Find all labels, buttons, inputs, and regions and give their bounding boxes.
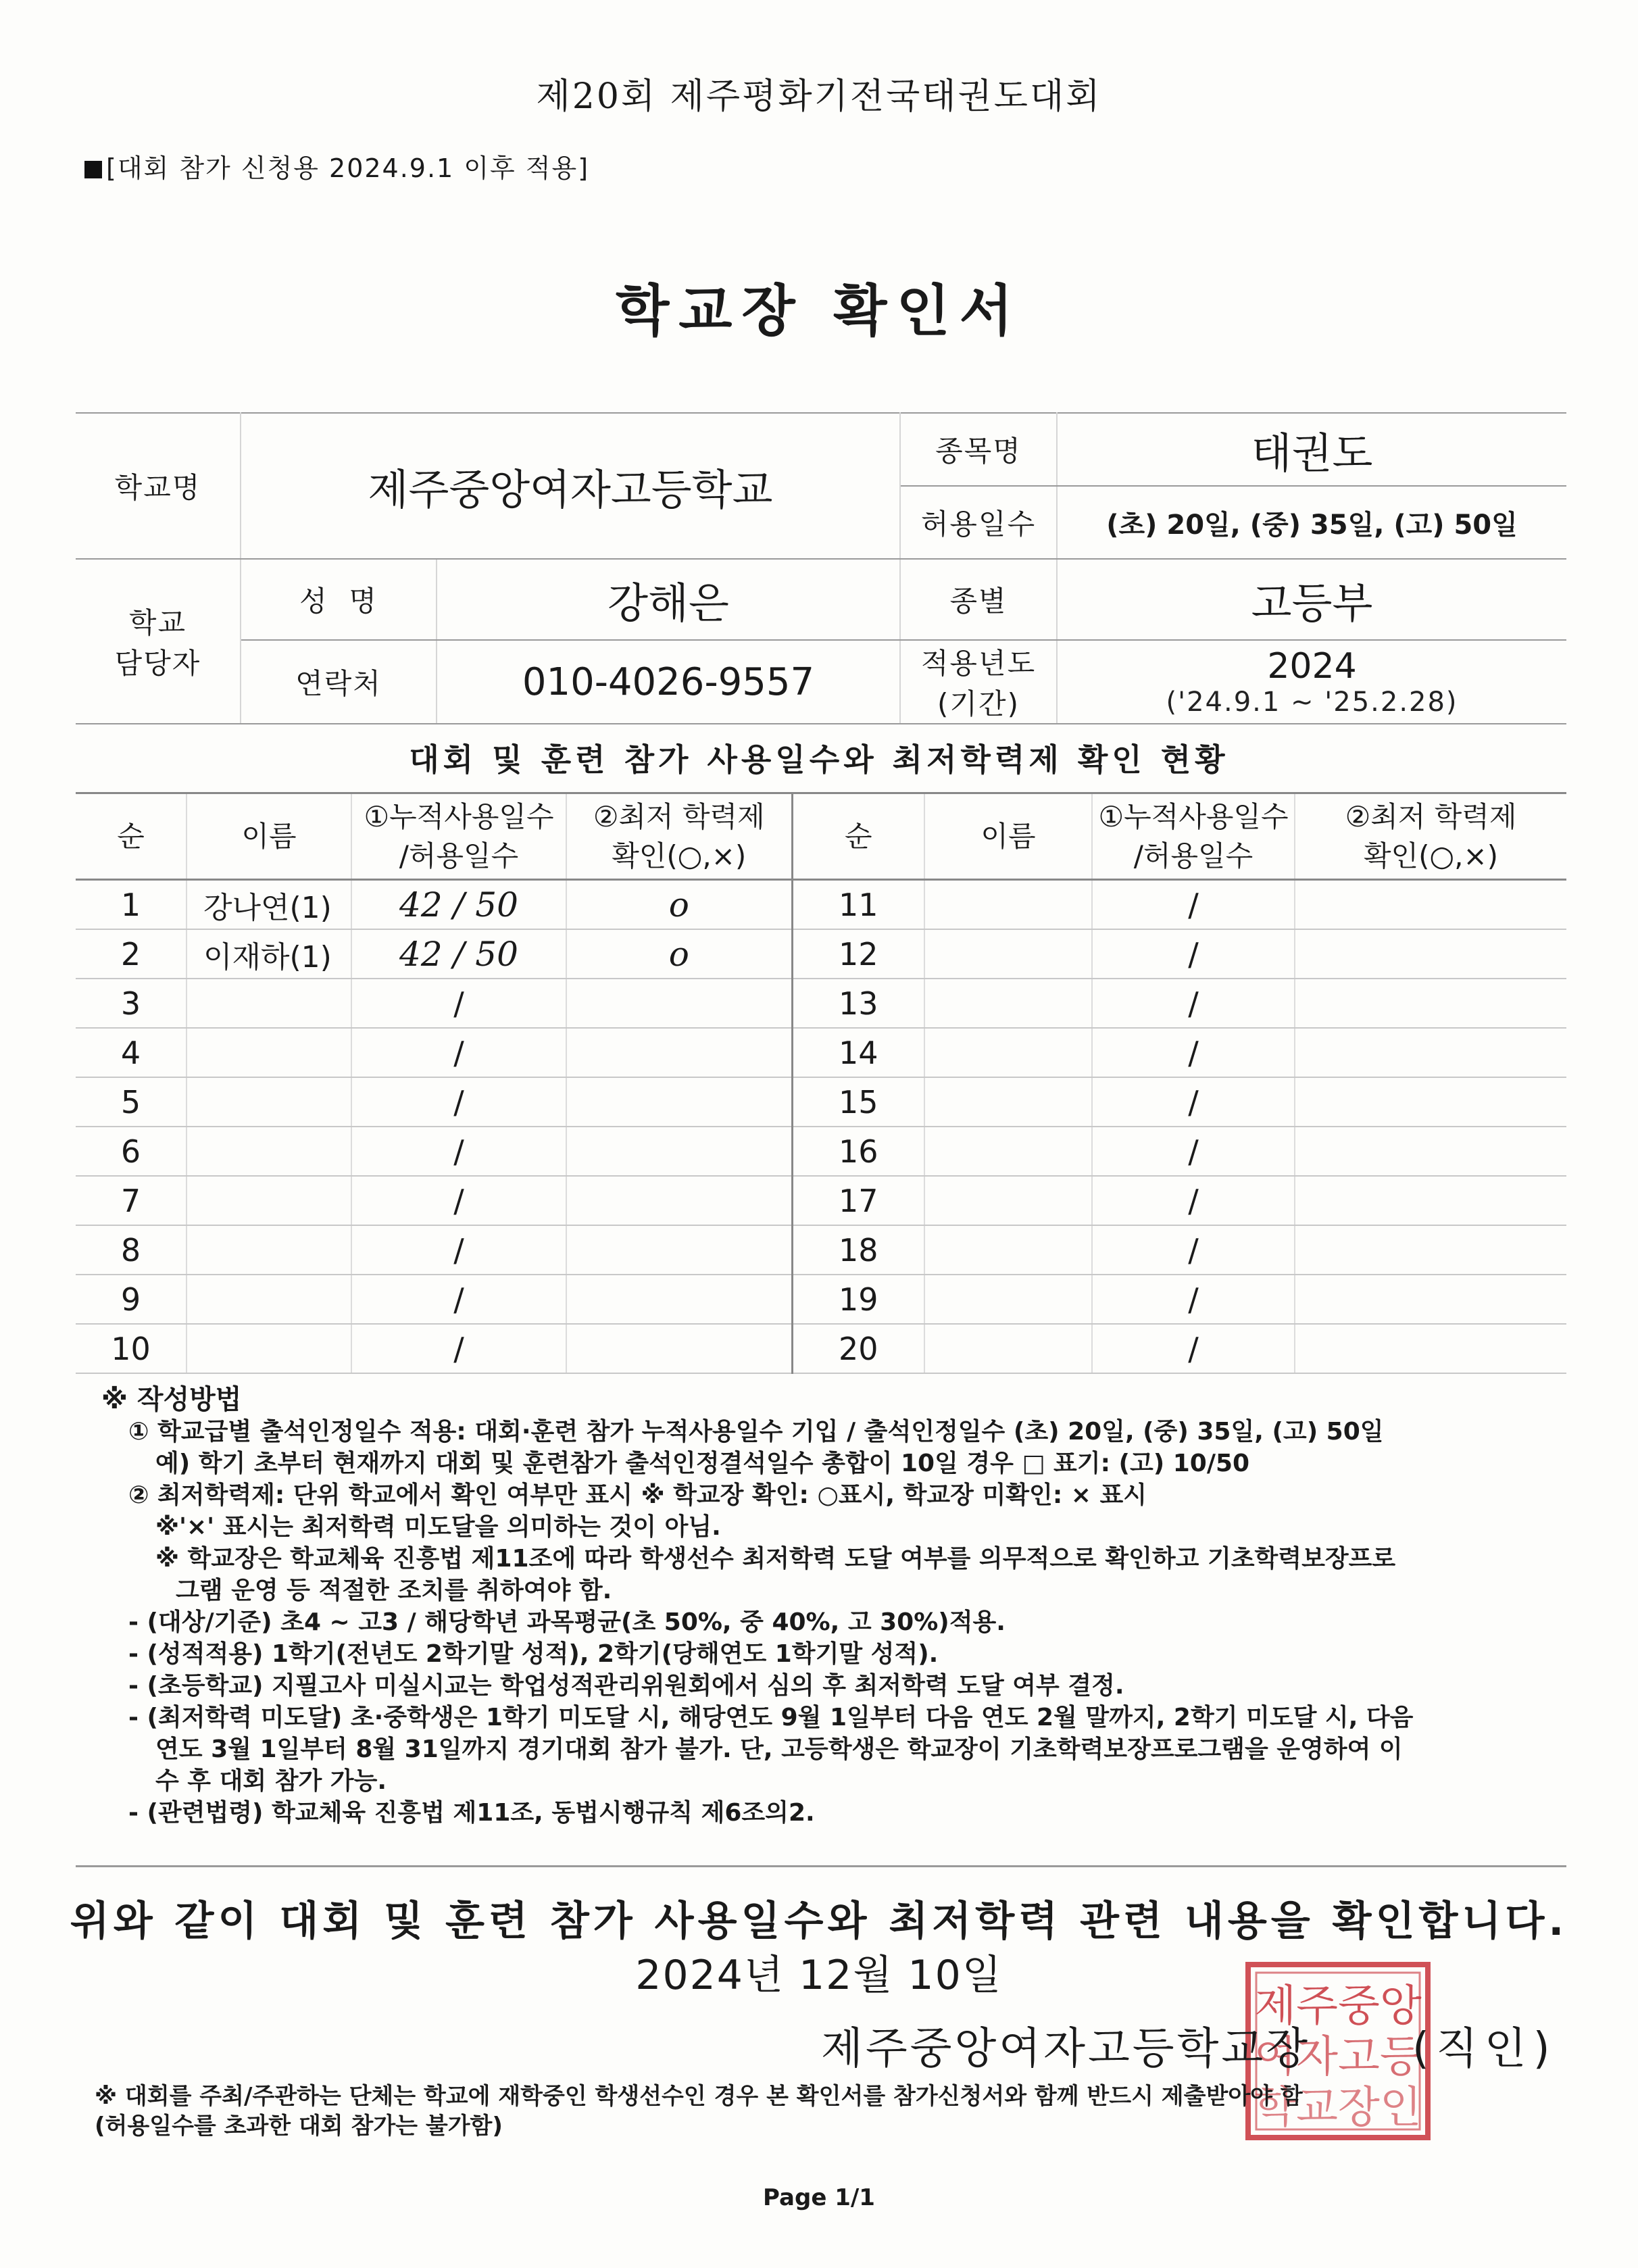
col-days bbox=[1092, 793, 1295, 880]
table-row bbox=[76, 929, 1566, 979]
table-row bbox=[76, 1324, 1566, 1373]
row-no: 8 bbox=[76, 1225, 187, 1275]
row-days: / bbox=[351, 1077, 566, 1127]
row-no: 14 bbox=[792, 1028, 924, 1077]
table-row bbox=[76, 1176, 1566, 1225]
row-check bbox=[1295, 1127, 1566, 1176]
row-name bbox=[187, 1275, 351, 1324]
col-no: 순 bbox=[76, 793, 187, 880]
row-days: / bbox=[1092, 979, 1295, 1028]
row-name bbox=[924, 1028, 1092, 1077]
contact-group-label-line2: 담당자 bbox=[114, 647, 201, 680]
row-name: 이재하(1) bbox=[187, 929, 351, 979]
row-name bbox=[924, 1225, 1092, 1275]
guide-line: 수 후 대회 참가 가능. bbox=[155, 1767, 387, 1795]
row-no: 10 bbox=[76, 1324, 187, 1373]
row-no: 3 bbox=[76, 979, 187, 1028]
guide-line: 연도 3월 1일부터 8월 31일까지 경기대회 참가 불가. 단, 고등학생은 학교장이 기초학력보장프로그램을 운영하여 이 bbox=[155, 1735, 1403, 1763]
table-row bbox=[76, 880, 1566, 930]
phone-label: 연락처 bbox=[241, 640, 437, 724]
row-check bbox=[1295, 1176, 1566, 1225]
row-days: / bbox=[1092, 929, 1295, 979]
row-name bbox=[924, 1324, 1092, 1373]
seal-text-2: 여자고등 bbox=[1254, 2032, 1422, 2082]
name-value: 강해은 bbox=[437, 559, 900, 640]
col-min-line2: 확인(○,×) bbox=[612, 839, 747, 872]
row-check bbox=[566, 1225, 792, 1275]
row-check bbox=[566, 1077, 792, 1127]
row-name bbox=[924, 1275, 1092, 1324]
table-row bbox=[76, 1127, 1566, 1176]
row-name bbox=[187, 1176, 351, 1225]
guide-line: ① 학교급별 출석인정일수 적용: 대회·훈련 참가 누적사용일수 기입 / 출석인정일수 (초) 20일, (중) 35일, (고) 50일 bbox=[128, 1418, 1384, 1446]
row-no: 6 bbox=[76, 1127, 187, 1176]
divider bbox=[76, 1865, 1566, 1867]
apply-year-label bbox=[900, 640, 1057, 724]
row-days: 42 / 50 bbox=[351, 929, 566, 979]
col-no: 순 bbox=[792, 793, 924, 880]
roster-table bbox=[76, 792, 1566, 1374]
row-check bbox=[566, 979, 792, 1028]
confirmation-statement: 위와 같이 대회 및 훈련 참가 사용일수와 최저학력 관련 내용을 확인합니다. bbox=[70, 1898, 1568, 1945]
row-no: 13 bbox=[792, 979, 924, 1028]
contact-group-label-line1: 학교 bbox=[128, 606, 187, 639]
col-days-line2: /허용일수 bbox=[1133, 839, 1254, 872]
row-days: / bbox=[1092, 880, 1295, 930]
guide-line: 그램 운영 등 적절한 조치를 취하여야 함. bbox=[176, 1577, 612, 1604]
row-days: / bbox=[351, 1028, 566, 1077]
guide-line: ② 최저학력제: 단위 학교에서 확인 여부만 표시 ※ 학교장 확인: ○표시, 학교장 미확인: × 표시 bbox=[128, 1481, 1147, 1509]
row-no: 11 bbox=[792, 880, 924, 930]
guide-heading: ※ 작성방법 bbox=[101, 1384, 242, 1415]
row-days: / bbox=[351, 1225, 566, 1275]
row-no: 7 bbox=[76, 1176, 187, 1225]
row-days: / bbox=[1092, 1176, 1295, 1225]
row-no: 16 bbox=[792, 1127, 924, 1176]
col-name: 이름 bbox=[924, 793, 1092, 880]
row-check bbox=[1295, 929, 1566, 979]
row-check bbox=[1295, 1275, 1566, 1324]
row-check bbox=[566, 1275, 792, 1324]
row-check bbox=[1295, 1077, 1566, 1127]
row-days: / bbox=[1092, 1324, 1295, 1373]
bullet-square-icon bbox=[84, 161, 102, 178]
page-number: Page 1/1 bbox=[763, 2184, 875, 2211]
guide-line: 예) 학기 초부터 현재까지 대회 및 훈련참가 출석인정결석일수 총합이 10일 경우 □ 표기: (고) 10/50 bbox=[155, 1450, 1250, 1477]
row-no: 17 bbox=[792, 1176, 924, 1225]
row-check bbox=[1295, 979, 1566, 1028]
guide-line: - (최저학력 미도달) 초·중학생은 1학기 미도달 시, 해당연도 9월 1일부터 다음 연도 2월 말까지, 2학기 미도달 시, 다음 bbox=[128, 1704, 1414, 1731]
col-min-line2: 확인(○,×) bbox=[1363, 839, 1499, 872]
phone-value: 010-4026-9557 bbox=[437, 640, 900, 724]
row-days: / bbox=[351, 979, 566, 1028]
row-name bbox=[924, 1176, 1092, 1225]
row-check: o bbox=[566, 929, 792, 979]
row-name bbox=[924, 1077, 1092, 1127]
sport-label: 종목명 bbox=[900, 413, 1057, 486]
footer-note-line2: (허용일수를 초과한 대회 참가는 불가함) bbox=[95, 2113, 503, 2140]
row-days: / bbox=[1092, 1275, 1295, 1324]
row-name bbox=[187, 1127, 351, 1176]
row-days: / bbox=[1092, 1127, 1295, 1176]
row-check bbox=[1295, 1225, 1566, 1275]
row-no: 18 bbox=[792, 1225, 924, 1275]
row-no: 15 bbox=[792, 1077, 924, 1127]
row-check: o bbox=[566, 880, 792, 930]
row-no: 20 bbox=[792, 1324, 924, 1373]
school-name: 제주중앙여자고등학교 bbox=[241, 413, 900, 559]
row-name: 강나연(1) bbox=[187, 880, 351, 930]
row-no: 12 bbox=[792, 929, 924, 979]
seal-label: (직인) bbox=[1412, 2024, 1557, 2074]
col-min-line1: ②최저 학력제 bbox=[1345, 799, 1517, 833]
table-row bbox=[76, 1028, 1566, 1077]
col-min bbox=[1295, 793, 1566, 880]
row-name bbox=[187, 1225, 351, 1275]
row-no: 2 bbox=[76, 929, 187, 979]
apply-year-value: 2024 bbox=[1267, 646, 1357, 687]
row-days: / bbox=[1092, 1077, 1295, 1127]
table-row bbox=[76, 1077, 1566, 1127]
division-label: 종별 bbox=[900, 559, 1057, 640]
writing-guide bbox=[101, 1384, 1534, 1829]
guide-line: ※'×' 표시는 최저학력 미도달을 의미하는 것이 아님. bbox=[155, 1513, 721, 1541]
allowed-days-value: (초) 20일, (중) 35일, (고) 50일 bbox=[1057, 486, 1566, 559]
footer-note-line1: ※ 대회를 주최/주관하는 단체는 학교에 재학중인 학생선수인 경우 본 확인서를 참가신청서와 함께 반드시 제출받아야 함 bbox=[95, 2083, 1303, 2110]
seal-text-1: 제주중앙 bbox=[1254, 1981, 1422, 2031]
row-days: / bbox=[1092, 1225, 1295, 1275]
division-value: 고등부 bbox=[1057, 559, 1566, 640]
footer-note bbox=[95, 2081, 1547, 2141]
col-days-line1: ①누적사용일수 bbox=[364, 799, 554, 833]
confirmation-date: 2024년 12월 10일 bbox=[635, 1952, 1003, 1999]
row-no: 19 bbox=[792, 1275, 924, 1324]
guide-line: - (초등학교) 지필고사 미실시교는 학업성적관리위원회에서 심의 후 최저학력 도달 여부 결정. bbox=[128, 1672, 1124, 1700]
row-check bbox=[1295, 1324, 1566, 1373]
guide-line: ※ 학교장은 학교체육 진흥법 제11조에 따라 학생선수 최저학력 도달 여부를 의무적으로 확인하고 기초학력보장프로 bbox=[155, 1545, 1396, 1573]
col-days-line2: /허용일수 bbox=[399, 839, 519, 872]
col-min-line1: ②최저 학력제 bbox=[593, 799, 765, 833]
row-check bbox=[566, 1028, 792, 1077]
row-no: 4 bbox=[76, 1028, 187, 1077]
row-check bbox=[566, 1127, 792, 1176]
apply-year-label-line1: 적용년도 bbox=[920, 647, 1037, 680]
row-check bbox=[566, 1176, 792, 1225]
document-title: 학교장 확인서 bbox=[616, 279, 1022, 343]
row-check bbox=[1295, 880, 1566, 930]
row-name bbox=[924, 880, 1092, 930]
row-check bbox=[1295, 1028, 1566, 1077]
apply-period: ('24.9.1 ~ '25.2.28) bbox=[1166, 687, 1458, 718]
row-days: / bbox=[351, 1176, 566, 1225]
guide-line: - (대상/기준) 초4 ~ 고3 / 해당학년 과목평균(초 50%, 중 40%, 고 30%)적용. bbox=[128, 1608, 1006, 1636]
table-row bbox=[76, 979, 1566, 1028]
principal-name: 제주중앙여자고등학교장 bbox=[821, 2024, 1311, 2074]
apply-year-cell bbox=[1057, 640, 1566, 724]
table-row bbox=[76, 1275, 1566, 1324]
col-days-line1: ①누적사용일수 bbox=[1098, 799, 1289, 833]
row-days: / bbox=[1092, 1028, 1295, 1077]
guide-line: - (성적적용) 1학기(전년도 2학기말 성적), 2학기(당해연도 1학기말 성적). bbox=[128, 1640, 939, 1668]
row-no: 1 bbox=[76, 880, 187, 930]
contact-group-label bbox=[76, 559, 241, 724]
table-row bbox=[76, 1225, 1566, 1275]
row-days: 42 / 50 bbox=[351, 880, 566, 930]
application-notice bbox=[84, 147, 589, 184]
row-days: / bbox=[351, 1127, 566, 1176]
row-no: 9 bbox=[76, 1275, 187, 1324]
col-name: 이름 bbox=[187, 793, 351, 880]
event-title: 제20회 제주평화기전국태권도대회 bbox=[536, 76, 1102, 117]
name-label: 성 명 bbox=[241, 559, 437, 640]
row-name bbox=[187, 1028, 351, 1077]
seal-text-3: 학교장인 bbox=[1254, 2083, 1422, 2133]
guide-line: - (관련법령) 학교체육 진흥법 제11조, 동법시행규칙 제6조의2. bbox=[128, 1799, 815, 1827]
allowed-days-label: 허용일수 bbox=[900, 486, 1057, 559]
notice-text: [대회 참가 신청용 2024.9.1 이후 적용] bbox=[106, 153, 590, 183]
row-days: / bbox=[351, 1275, 566, 1324]
row-name bbox=[924, 979, 1092, 1028]
row-name bbox=[924, 1127, 1092, 1176]
row-no: 5 bbox=[76, 1077, 187, 1127]
row-days: / bbox=[351, 1324, 566, 1373]
roster-title: 대회 및 훈련 참가 사용일수와 최저학력제 확인 현황 bbox=[409, 741, 1229, 778]
row-name bbox=[924, 929, 1092, 979]
sport-value: 태권도 bbox=[1057, 413, 1566, 486]
col-days bbox=[351, 793, 566, 880]
col-min bbox=[566, 793, 792, 880]
school-label: 학교명 bbox=[76, 413, 241, 559]
row-check bbox=[566, 1324, 792, 1373]
row-name bbox=[187, 1324, 351, 1373]
row-name bbox=[187, 979, 351, 1028]
info-table bbox=[76, 412, 1566, 724]
apply-year-label-line2: (기간) bbox=[937, 687, 1020, 720]
row-name bbox=[187, 1077, 351, 1127]
